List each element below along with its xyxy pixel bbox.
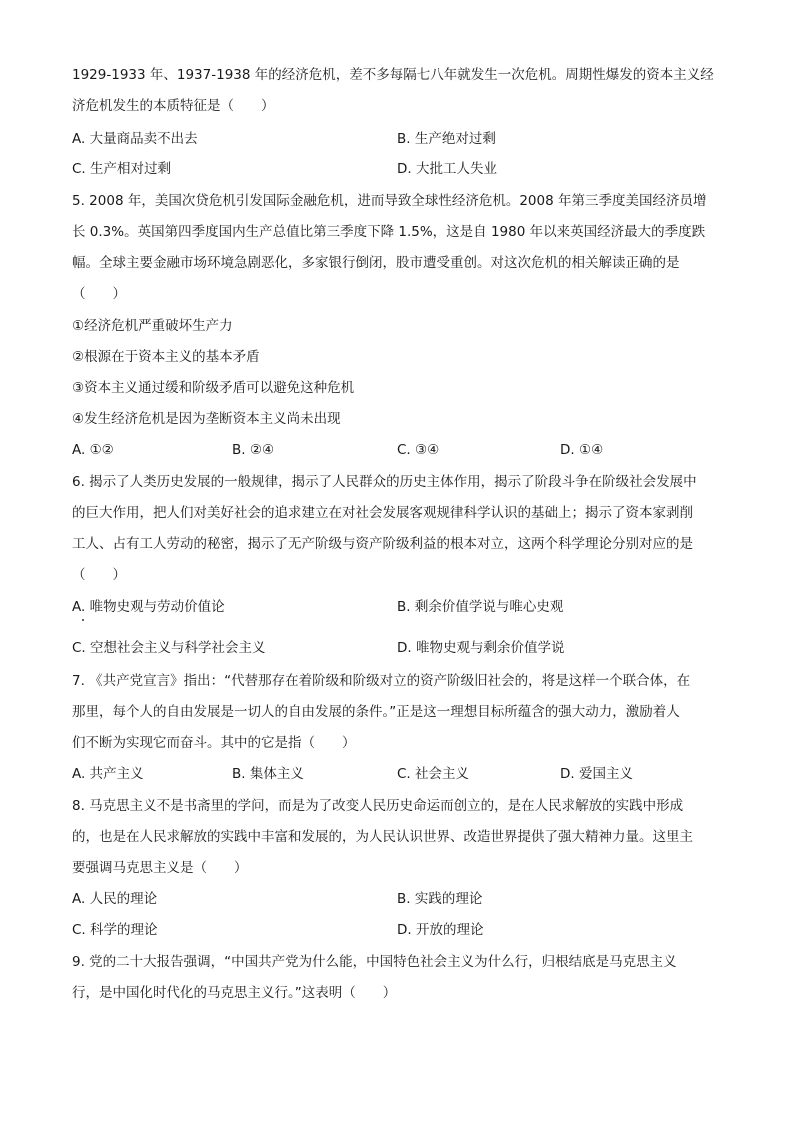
option-c: C. 科学的理论 (72, 922, 158, 938)
stray-dot (82, 619, 84, 621)
option-a: A. 唯物史观与劳动价值论 (72, 599, 225, 615)
question-5-statement: ②根源在于资本主义的基本矛盾 (72, 349, 260, 365)
option-a: A. ①② (72, 442, 114, 458)
option-d: D. 唯物史观与剩余价值学说 (397, 640, 565, 656)
option-a: A. 大量商品卖不出去 (72, 131, 198, 147)
option-c: C. 生产相对过剩 (72, 161, 172, 177)
question-5-statement: ④发生经济危机是因为垄断资本主义尚未出现 (72, 411, 341, 427)
question-8-line: 要强调马克思主义是（ ） (72, 860, 248, 876)
question-7-line: 们不断为实现它而奋斗。其中的它是指（ ） (72, 735, 356, 751)
question-5-line: 幅。全球主要金融市场环境急剧恶化，多家银行倒闭，股市遭受重创。对这次危机的相关解读正确的是 (72, 255, 680, 271)
option-b: B. 剩余价值学说与唯心史观 (397, 599, 564, 615)
option-c: C. ③④ (397, 442, 440, 458)
option-b: B. 生产绝对过剩 (397, 131, 496, 147)
option-d: D. 爱国主义 (560, 766, 633, 782)
question-8-line: 8. 马克思主义不是书斋里的学问，而是为了改变人民历史命运而创立的，是在人民求解放的实践中形成 (72, 798, 684, 814)
option-c: C. 空想社会主义与科学社会主义 (72, 640, 266, 656)
option-b: B. 集体主义 (232, 766, 304, 782)
question-9-line: 行，是中国化时代化的马克思主义行。”这表明（ ） (72, 985, 397, 1001)
option-d: D. 开放的理论 (397, 922, 484, 938)
question-9-line: 9. 党的二十大报告强调，“中国共产党为什么能，中国特色社会主义为什么行，归根结底是马克思主义 (72, 954, 677, 970)
question-stem-line: 1929-1933 年、1937-1938 年的经济危机，差不多每隔七八年就发生一次危机。周期性爆发的资本主义经 (72, 67, 714, 83)
option-a: A. 共产主义 (72, 766, 144, 782)
question-6-line: （ ） (72, 567, 126, 583)
question-5-line: （ ） (72, 286, 126, 302)
question-6-line: 的巨大作用，把人们对美好社会的追求建立在对社会发展客观规律科学认识的基础上；揭示了资本家剥削 (72, 505, 693, 521)
question-6-line: 工人、占有工人劳动的秘密，揭示了无产阶级与资产阶级利益的根本对立，这两个科学理论分别对应的是 (72, 536, 693, 552)
option-d: D. ①④ (560, 442, 604, 458)
option-b: B. 实践的理论 (397, 891, 483, 907)
option-d: D. 大批工人失业 (397, 161, 497, 177)
question-7-line: 那里，每个人的自由发展是一切人的自由发展的条件。”正是这一理想目标所蕴含的强大动力，激励着人 (72, 704, 680, 720)
question-7-line: 7. 《共产党宣言》指出：“代替那存在着阶级和阶级对立的资产阶级旧社会的，将是这样一个联合体，在 (72, 673, 691, 689)
question-stem-line: 济危机发生的本质特征是（ ） (72, 98, 275, 114)
option-a: A. 人民的理论 (72, 891, 158, 907)
question-6-line: 6. 揭示了人类历史发展的一般规律，揭示了人民群众的历史主体作用，揭示了阶段斗争在阶级社会发展中 (72, 474, 697, 490)
question-5-line: 5. 2008 年，美国次贷危机引发国际金融危机，进而导致全球性经济危机。2008 年第三季度美国经济员增 (72, 193, 707, 209)
option-c: C. 社会主义 (397, 766, 470, 782)
question-5-statement: ①经济危机严重破坏生产力 (72, 318, 233, 334)
question-5-line: 长 0.3%。英国第四季度国内生产总值比第三季度下降 1.5%，这是自 1980 年以来英国经济最大的季度跌 (72, 224, 706, 240)
option-b: B. ②④ (232, 442, 275, 458)
question-5-statement: ③资本主义通过缓和阶级矛盾可以避免这种危机 (72, 380, 355, 396)
question-8-line: 的，也是在人民求解放的实践中丰富和发展的，为人民认识世界、改造世界提供了强大精神力量。这里主 (72, 829, 693, 845)
